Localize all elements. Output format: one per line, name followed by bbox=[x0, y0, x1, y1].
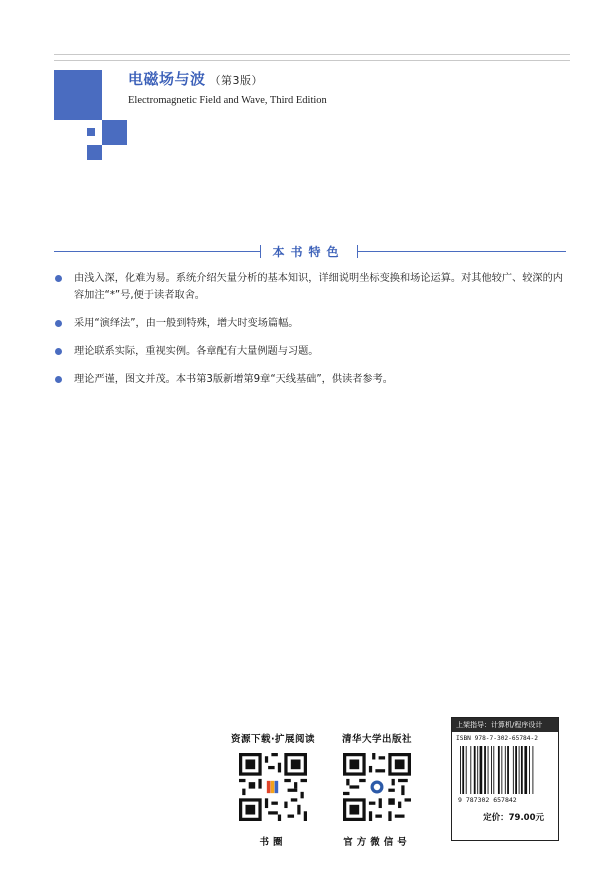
features-rule-right bbox=[358, 251, 566, 252]
book-title-en: Electromagnetic Field and Wave, Third Edition bbox=[128, 95, 327, 106]
bullet-icon bbox=[55, 348, 62, 355]
book-title-cn bbox=[128, 68, 327, 89]
book-edition: （第3版） bbox=[209, 74, 264, 87]
decor-square-small bbox=[87, 145, 102, 160]
shelf-category: 上架指导：计算机/程序设计 bbox=[452, 718, 558, 732]
feature-text: 采用“演绎法”，由一般到特殊，增大时变场篇幅。 bbox=[74, 318, 299, 329]
price: 定价：79.00元 bbox=[483, 813, 544, 823]
isbn-block bbox=[451, 717, 559, 841]
feature-text: 理论联系实际，重视实例。各章配有大量例题与习题。 bbox=[74, 346, 319, 357]
bullet-icon bbox=[55, 320, 62, 327]
barcode-icon bbox=[458, 746, 550, 804]
isbn-text: ISBN 978-7-302-65784-2 bbox=[456, 735, 538, 742]
qr-block-publisher bbox=[327, 731, 427, 848]
decor-square-medium bbox=[102, 120, 127, 145]
feature-item bbox=[54, 371, 570, 388]
decor-square-large bbox=[54, 70, 102, 120]
qr-code-icon[interactable] bbox=[343, 753, 411, 821]
book-title-text: 电磁场与波 bbox=[128, 70, 206, 88]
qr-label: 资源下载·扩展阅读 bbox=[230, 734, 316, 745]
feature-text: 理论严谨，图文并茂。本书第3版新增第9章“天线基础”，供读者参考。 bbox=[74, 374, 393, 385]
feature-item bbox=[54, 343, 570, 360]
qr-block-resources bbox=[223, 731, 323, 848]
features-rule-left bbox=[54, 251, 260, 252]
feature-item bbox=[54, 270, 570, 304]
qr-caption: 书圈 bbox=[259, 837, 287, 848]
book-title-block bbox=[128, 68, 327, 106]
top-divider-line bbox=[54, 54, 570, 55]
qr-code-icon[interactable] bbox=[239, 753, 307, 821]
bullet-icon bbox=[55, 376, 62, 383]
features-heading: 本书特色 bbox=[272, 245, 345, 259]
qr-label: 清华大学出版社 bbox=[341, 734, 412, 745]
barcode-digits: 9 787302 657842 bbox=[458, 796, 517, 804]
qr-caption: 官方微信号 bbox=[343, 837, 411, 848]
features-list bbox=[54, 270, 570, 399]
bullet-icon bbox=[55, 275, 62, 282]
top-divider-line bbox=[54, 60, 570, 61]
decor-square-small bbox=[87, 128, 95, 136]
feature-item bbox=[54, 315, 570, 332]
feature-text: 由浅入深，化难为易。系统介绍矢量分析的基本知识，详细说明坐标变换和场论运算。对其他较广、较深的内容加注“*”号,便于读者取舍。 bbox=[74, 273, 563, 301]
